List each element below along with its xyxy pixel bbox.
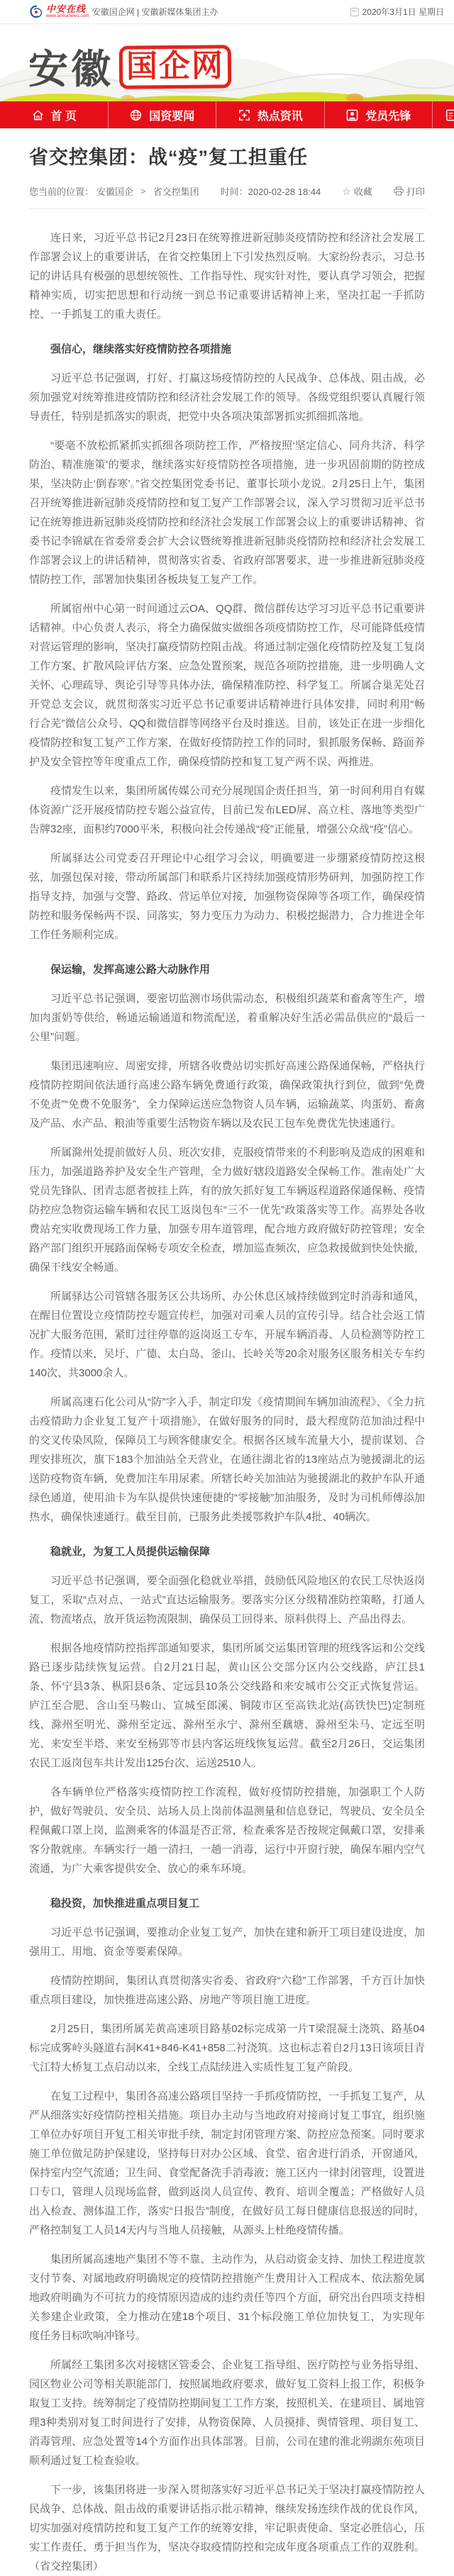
breadcrumb-label: 您当前的位置：: [29, 186, 94, 198]
article-paragraph: 下一步，该集团将进一步深入贯彻落实好习近平总书记关于坚决打赢疫情防控人民战争、总体战、阻击战的重要讲话指示批示精神，继续发扬连续作战的优良作风，切实加强对疫情防控和复工复产工作的统筹安排，牢记职责使命、坚定必胜信心，压实工作责任、勇于担当作为，坚决夺取疫情防控和完成年度各项重点工作的双胜利。（省交控集团）: [29, 2484, 425, 2573]
nav-label: 热点资讯: [257, 110, 303, 123]
logo-url: www.anhuinews.com: [46, 13, 89, 19]
nav-partial-icon: [444, 108, 454, 122]
article-paragraph: 根据各地疫情防控指挥部通知要求，集团所属交运集团管理的班线客运和公交线路已逐步陆续恢复运营。自2月21日起，黄山区公交部分区内公交线路，庐江县1条、怀宁县3条、枞阳县6条、定远县10条公交线路和来安城市公交正式恢复营运。庐江至合肥、含山至马鞍山、宣城至郎溪、铜陵市区至高铁北站(高铁快巴)定制班线、滁州至明光、滁州至定远、滁州至永宁、滁州至藕塘、滁州至朱马、定远至明光、来安至半塔、来安至杨郢等市县内客运班线恢复运营。截至2月26日，交运集团农民工返岗包车共计发出125台次、运送2510人。: [29, 1642, 425, 1770]
article-paragraph: 所属驿达公司管辖各服务区公共场所、办公休息区域持续做到定时消毒和通风，在醒目位置设立疫情防控专题宣传栏，加强对司乘人员的宣传引导。结合社会返工情况扩大服务范围，紧盯过往停靠的返岗返工专车，开展车辆消毒、人员检测等防控工作。疫情以来，吴圩、广德、太白岛、釜山、长岭关等20余对服务区服务相关专车约140次、共3000余人。: [29, 1290, 425, 1380]
site-subtitle: 安徽国企网 | 安徽新媒体集团主办: [92, 7, 218, 17]
nav-item-hot-news[interactable]: [216, 101, 325, 128]
nav-label: 首 页: [50, 110, 77, 123]
article-paragraph: 集团所属高速地产集团不等不靠、主动作为，从启动资金支持、加快工程进度款支付节奏、对属地政府明确规定的疫情防控措施产生费用计入工程成本、依法豁免属地政府明确为不可抗力的疫情原因造成的违约责任等四个方面，研究出台四项支持相关参建企业政策，全力推动在建18个项目、31个标段施工单位加快复工，为实现年度任务目标吹响冲锋号。: [29, 2253, 425, 2343]
page-title: 省交控集团：战“疫”复工担重任: [29, 147, 308, 168]
site-banner: [0, 24, 454, 101]
nav-item-partial[interactable]: [433, 101, 454, 128]
favorite-button[interactable]: [342, 184, 372, 198]
section-heading: 保运输，发挥高速公路大动脉作用: [50, 964, 211, 976]
star-icon: ☆: [342, 185, 351, 197]
article-paragraph: 所属经工集团多次对接辖区管委会、企业复工指导组、医疗防控与业务指导组、园区物业公司等相关职能部门，按照属地政府要求，做好复工资料上报工作，积极争取复工支持。统筹制定了疫情防控期间复工工作方案，按照机关、在建项目、属地管理3种类别对复工时间进行了安排，从物资保障、人员摸排、舆情管理、项目复工、消毒管理、应急处置等14个方面作出具体部署。目前，公司在建的淮北朔湖东苑项目顺利通过复工检查验收。: [29, 2359, 425, 2468]
article-paragraph: 2月25日，集团所属芜黄高速项目路基02标完成第一片T梁混凝土浇筑、路基04标完成雾岭头隧道右洞K41+846-K41+858二衬浇筑。这也标志着自2月13日该项目青弋江特大桥复工点启动以来，全线工点陆续进入实质性复工复产阶段。: [29, 2023, 425, 2074]
print-button[interactable]: [394, 184, 425, 198]
globe-icon: [129, 108, 143, 122]
nav-label: 国资要闻: [149, 110, 195, 123]
nav-label: 党员先锋: [365, 110, 411, 123]
section-heading: 稳投资，加快推进重点项目复工: [50, 1897, 200, 1910]
breadcrumb-page: 省交控集团: [153, 186, 199, 198]
date-display: [350, 6, 444, 18]
article-paragraph: 习近平总书记强调，要密切监测市场供需动态，积极组织蔬菜和畜禽等生产，增加肉蛋奶等供给，畅通运输通道和物流配送，着重解决好生活必需品供应的“最后一公里”问题。: [29, 993, 425, 1044]
article-meta-row: [29, 184, 425, 208]
date-text: 2020年3月1日 星期日: [362, 7, 444, 17]
article-paragraph: 集团迅速响应、周密安排，所辖各收费站切实抓好高速公路保通保畅，严格执行疫情防控期间依法通行高速公路车辆免费通行政策，确保政策执行到位，做到“免费不免责”“免费不免服务”，全力保障运送应急物资人员车辆，运输蔬菜、肉蛋奶、畜禽及产品、水产品、粮油等重要生活物资车辆以及农民工包车免费优先快速通行。: [29, 1060, 425, 1130]
topbar: [0, 0, 454, 24]
site-logo[interactable]: [28, 4, 89, 20]
article-paragraph: 所属滁州处提前做好人员、班次安排，克服疫情带来的不利影响及造成的困难和压力，加强道路养护及安全生产管理，全力做好辖段道路安全保畅工作。淮南处广大党员先锋队、团青志愿者披挂上阵，有的放矢抓好复工车辆返程道路保通保畅、疫情防控应急物资运输车辆和农民工返岗包车“三不一优先”政策落实等工作。高界处各收费站充实收费现场工作力量，加强专用车道管理，配合地方政府做好防控管理；安全路产部门组织开展路面保畅专项安全检查，增加巡查频次，应急救援做到快处快撤，确保干线安全畅通。: [29, 1147, 425, 1274]
article-paragraph: 所属宿州中心第一时间通过云OA、QQ群、微信群传达学习习近平总书记重要讲话精神。中心负责人表示，将全力确保做实做细各项疫情防控工作，尽可能降低疫情对营运管理的影响，坚决打赢疫情防控阻击战。将通过制定强化疫情防控及复工复岗工作方案、扩散风险评估方案、应急处置预案，规范各项防控措施，进一步明确人文关怀、心理疏导、舆论引导等具体办法，确保精准防控、科学复工。所属合巢芜处召开党总支会议，就贯彻落实习近平总书记重要讲话精神进行具体安排，同时利用“畅行合芜”微信公众号、QQ和微信群等网络平台及时推送。目前，该处正在进一步细化疫情防控和复工复产工作方案，在做好疫情防控工作的同时，狠抓服务保畅、路面养护及安全管控等年度重点工作，确保疫情防控和复工复产两不误、两推进。: [29, 603, 425, 769]
breadcrumb-separator: >: [140, 186, 146, 197]
logo-swirl-icon: [28, 4, 44, 20]
party-member-icon: [345, 108, 359, 122]
favorite-label: 收藏: [353, 186, 372, 198]
article-paragraph: 习近平总书记强调，要推动企业复工复产，加快在建和新开工项目建设进度，加强用工、用地、资金等要素保障。: [29, 1927, 425, 1958]
article-paragraph: 习近平总书记强调，打好、打赢这场疫情防控的人民战争、总体战、阻击战，必须加强党对统筹推进疫情防控和经济社会发展工作的领导。各级党组织要认真履行领导责任，特别是抓落实的职责，把党中央各项决策部署抓实抓细抓落地。: [29, 372, 425, 423]
article-paragraph: 所属驿达公司党委召开理论中心组学习会议，明确要进一步绷紧疫情防控这根弦，加强包保对接，带动所属部门和联系片区持续加强疫情形势研判，加强防控工作指导支持，加强与交警、路政、营运单位对接，加强物资保障等各项工作，确保疫情防控和服务保畅两不误、同落实，努力变压力为动力、积极挖掘潜力，合力推进全年工作任务顺利完成。: [29, 852, 425, 942]
nav-item-home[interactable]: [0, 101, 109, 128]
banner-stamp: 国企网: [119, 45, 232, 89]
article-paragraph: 疫情防控期间，集团认真贯彻落实省委、省政府“六稳”工作部署，千方百计加快重点项目建设，加快推进高速公路、房地产等项目施工进度。: [29, 1975, 425, 2007]
article-paragraph: “要毫不放松抓紧抓实抓细各项防控工作，严格按照‘坚定信心、同舟共济、科学防治、精准施策’的要求，继续落实好疫情防控各项措施，进一步巩固前期的防控成果，坚决防止‘倒春寒’。”省交控集团党委书记、董事长项小龙说。2月25日上午，集团召开统筹推进新冠肺炎疫情防控和复工复产工作部署会议，深入学习贯彻习近平总书记在统筹推进新冠肺炎疫情防控和经济社会发展工作部署会议上的重要讲话精神、省委书记李锦斌在省委常委会扩大会议暨统筹推进新冠肺炎疫情防控和经济社会发展工作部署会议上的讲话精神，贯彻落实省委、省政府部署要求，进一步推进新冠肺炎疫情防控工作，部署加快集团各板块复工复产工作。: [29, 440, 425, 586]
section-heading: 强信心，继续落实好疫情防控各项措施: [50, 343, 232, 356]
article-paragraph: 习近平总书记强调，要全面强化稳就业举措，鼓励低风险地区的农民工尽快返岗复工，采取“点对点、一站式”直达运输服务。要落实分区分级精准防控策略，打通人流、物流堵点，放开货运物流限制，确保员工回得来、原料供得上、产品出得去。: [29, 1575, 425, 1626]
publish-time: 时间：2020-02-28 18:44: [220, 186, 321, 198]
article-paragraph: 疫情发生以来，集团所属传媒公司充分展现国企责任担当，第一时间利用自有媒体资源广泛开展疫情防控专题公益宣传，目前已发布LED屏、高立柱、落地等类型广告牌32座，面积约7000平米，积极向社会传递战“疫”正能量，增强公众战“疫”信心。: [29, 785, 425, 836]
article-header: [29, 128, 425, 209]
main-nav: [0, 101, 454, 128]
print-label: 打印: [406, 186, 425, 198]
printer-icon: [394, 186, 404, 196]
article-paragraph: 所属高速石化公司从“防”字入手，制定印发《疫情期间车辆加油流程》、《全力抗击疫情助力企业复工复产十项措施》，在做好服务的同时，最大程度防范加油过程中的交叉传染风险，保障员工与顾客健康安全。根据各区域车流量大小，提前谋划、合理安排班次，旗下183个加油站全天营业，在通往湖北省的13座站点为驰援湖北的运送防疫物资车辆，免费加注车用尿素。所辖长岭关加油站为驰援湖北的救护车队开通绿色通道，使用油卡为车队提供快速便捷的“零接触”加油服务，及时为司机师傅添加热水，确保快速通行。截至目前，已服务此类援鄂救护车队4批、40辆次。: [29, 1396, 425, 1524]
banner-site-name: 安徽: [28, 48, 114, 92]
nav-item-party-pioneer[interactable]: [325, 101, 433, 128]
home-icon: [31, 108, 45, 122]
calendar-icon: [350, 8, 359, 16]
article-paragraph: 在复工过程中，集团各高速公路项目坚持一手抓疫情防控，一手抓复工复产，从严从细落实好疫情防控相关措施。项目办主动与当地政府对接商讨复工事宜，组织施工单位办好项目开复工相关审批手续，制定封闭管理方案、防控应急预案。同时要求施工单位做足防护保建设，坚持每日对办公区域、食堂、宿舍进行消杀，开窗通风，保持室内空气流通；卫生间、食堂配备洗手消毒液；施工区内一律封闭管理，设置进口专口，管理人员现场监督，做到返岗人员宣传、教育、培训全覆盖；严格做好人员出入检查、测体温工作，落实“日报告”制度，在做好员工每日健康信息报送的同时，严格控制复工人员14天内与当地人员接触，从源头上杜绝疫情传播。: [29, 2090, 425, 2237]
section-heading: 稳就业，为复工人员提供运输保障: [50, 1546, 211, 1559]
nav-item-soe-news[interactable]: [109, 101, 217, 128]
article-paragraph: 连日来，习近平总书记2月23日在统筹推进新冠肺炎疫情防控和经济社会发展工作部署会议上的重要讲话，在省交控集团上下引发热烈反响。大家纷纷表示，习总书记的讲话具有极强的思想统领性、工作指导性、现实针对性，要认真学习领会，把握精神实质，切实把思想和行动统一到总书记重要讲话精神上来，坚决扛起一手抓防控、一手抓复工的重大责任。: [29, 232, 425, 321]
article-body: [0, 209, 454, 2576]
breadcrumb-section-link[interactable]: 安徽国企: [96, 186, 134, 198]
hotspot-icon: [238, 108, 251, 122]
logo-title: 中安在线: [46, 4, 87, 15]
article-paragraph: 各车辆单位严格落实疫情防控工作流程，做好疫情防控措施，加强职工个人防护，做好驾驶员、安全员、站场人员上岗前体温测量和信息登记，驾驶员、安全员全程佩戴口罩上岗，监测乘客的体温是否正常，检查乘客是否按规定佩戴口罩，安排乘客分散就座。车辆实行一趟一清扫，一趟一消毒，运行中开窗行驶，确保车厢内空气流通，为广大乘客提供安全、放心的乘车环境。: [29, 1786, 425, 1875]
